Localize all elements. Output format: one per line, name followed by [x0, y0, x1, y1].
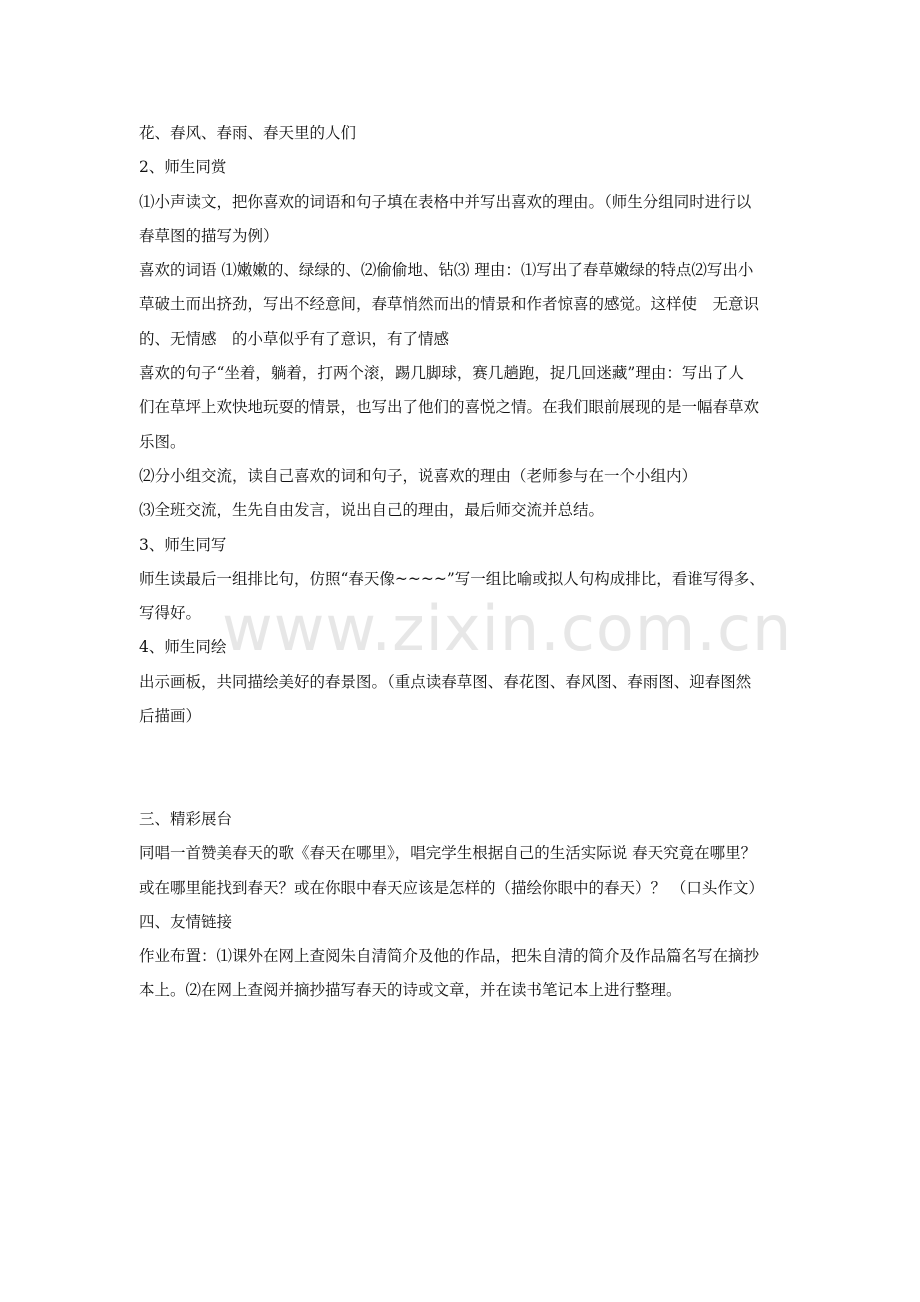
text-line: 春草图的描写为例） — [139, 226, 279, 245]
text-block-before-gap — [139, 116, 793, 733]
text-line: 四、友情链接 — [139, 912, 233, 931]
text-line: 乐图。 — [139, 432, 186, 451]
text-line: 们在草坪上欢快地玩耍的情景，也写出了他们的喜悦之情。在我们眼前展现的是一幅春草欢 — [139, 398, 760, 417]
document-body — [139, 116, 793, 1008]
text-line: 4、师生同绘 — [139, 638, 227, 657]
text-line: 师生读最后一组排比句，仿照“春天像~~~~”写一组比喻或拟人句构成排比，看谁写得多、 — [139, 569, 765, 588]
text-line: 作业布置：⑴课外在网上查阅朱自清简介及他的作品，把朱自清的简介及作品篇名写在摘抄 — [139, 947, 760, 966]
text-line: 三、精彩展台 — [139, 809, 233, 828]
text-line: 2、师生同赏 — [139, 158, 227, 177]
text-line: 3、师生同写 — [139, 535, 227, 554]
text-line: 或在哪里能找到春天？或在你眼中春天应该是怎样的（描绘你眼中的春天）？ （口头作文） — [139, 878, 764, 897]
watermark: www.zixin.com.cn — [222, 592, 793, 665]
text-line: 花、春风、春雨、春天里的人们 — [139, 124, 357, 142]
text-line: ⑵分小组交流，读自己喜欢的词和句子，说喜欢的理由（老师参与在一个小组内） — [139, 466, 698, 485]
text-block-after-gap — [139, 802, 789, 1008]
text-line: 写得好。 — [139, 604, 202, 623]
text-line: 喜欢的句子“坐着，躺着，打两个滚，踢几脚球，赛几趟跑，捉几回迷藏”理由：写出了人 — [139, 364, 744, 383]
text-line: ⑶全班交流，生先自由发言，说出自己的理由，最后师交流并总结。 — [139, 501, 605, 520]
paragraph-gap — [139, 733, 789, 802]
text-line: ⑴小声读文，把你喜欢的词语和句子填在表格中并写出喜欢的理由。（师生分组同时进行以 — [139, 192, 752, 211]
text-line: 的、无情感 的小草似乎有了意识，有了情感 — [139, 329, 450, 348]
text-line: 喜欢的词语 ⑴嫩嫩的、绿绿的、⑵偷偷地、钻⑶ 理由：⑴写出了春草嫩绿的特点⑵写出小 — [139, 261, 754, 280]
text-line: 出示画板，共同描绘美好的春景图。（重点读春草图、春花图、春风图、春雨图、迎春图然 — [139, 672, 752, 691]
text-line: 本上。⑵在网上查阅并摘抄描写春天的诗或文章，并在读书笔记本上进行整理。 — [139, 981, 682, 1000]
text-line: 草破土而出挤劲，写出不经意间，春草悄然而出的情景和作者惊喜的感觉。这样使 无意识 — [139, 295, 760, 314]
text-line: 后描画） — [139, 707, 202, 726]
text-line: 同唱一首赞美春天的歌《春天在哪里》，唱完学生根据自己的生活实际说 春天究竟在哪里？ — [139, 844, 757, 863]
